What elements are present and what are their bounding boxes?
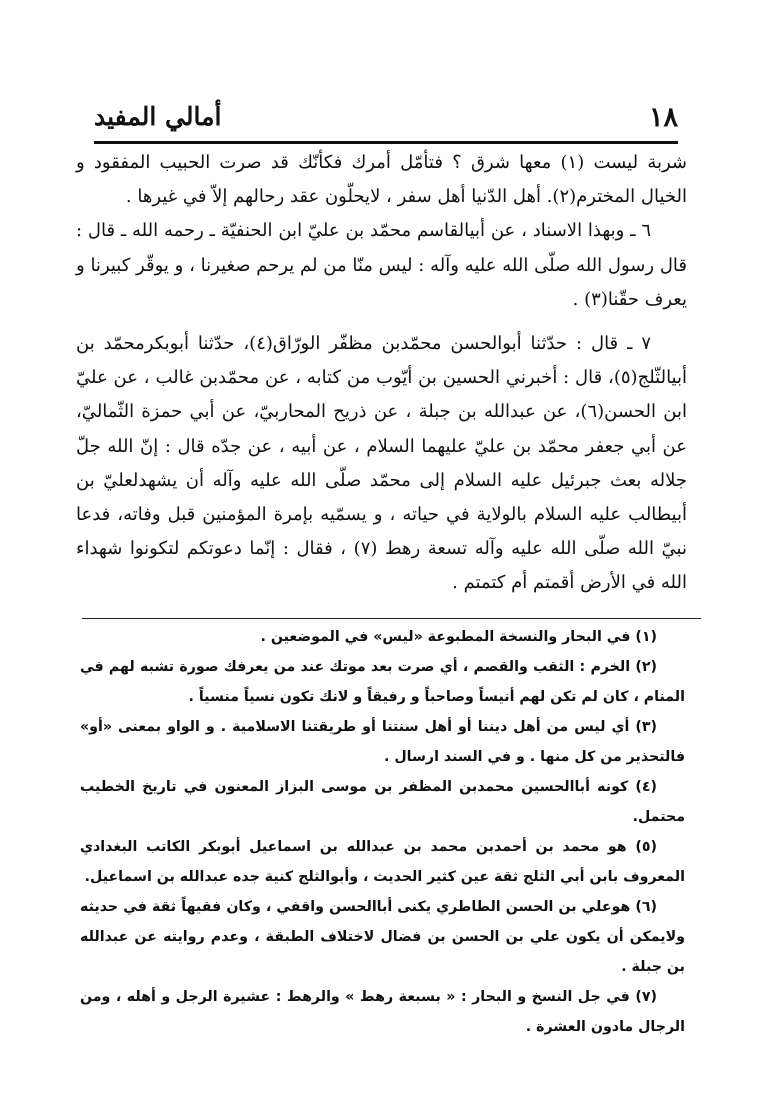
footnote-3: (٣) أي ليس من أهل ديننا أو أهل سنتنا أو طريقتنا الاسلامية . و الواو بمعنى «أو» فالتحذير من كل منها . و في السند ارسال . [80,719,685,765]
footnote-2: (٢) الخرم : الثقب والقصم ، أي صرت بعد موتك عند من يعرفك صورة تشبه لهم في المنام ، كان لم تكن لهم أنيساً وصاحباً و رفيقاً و لانك تكون نسياً منسياً . [80,659,685,705]
footnote-1: (١) في البحار والنسخة المطبوعة «ليس» في الموضعين . [260,629,657,645]
hadith-6-paragraph: ٦ ـ وبهذا الاسناد ، عن أبيالقاسم محمّد بن عليّ ابن الحنفيّة ـ رحمه الله ـ قال : قال رسول الله صلّى الله عليه وآله : ليس منّا من لم يرحم صغيرنا ، و يوقّر كبيرنا و يعرف حقّنا(٣) . [76,220,687,310]
hadith-7-paragraph: ٧ ـ قال : حدّثنا أبوالحسن محمّدبن مظفّر الورّاق(٤)، حدّثنا أبوبكرمحمّد بن أبيالثّلج(٥)، قال : أخبرني الحسين بن أيّوب من كتابه ، عن محمّدبن غالب ، عن عليّ ابن الحسن(٦)، عن عبدالله بن جبلة ، عن ذريح المحاربيّ، عن أبي حمزة الثّماليّ، عن أبي جعفر محمّد بن عليّ عليهما السلام ، عن أبيه ، عن جدّه قال : إنّ الله جلّ جلاله بعث جبرئيل عليه السلام إلى محمّد صلّى الله عليه وآله أن يشهدلعليّ بن أبيطالب عليه السلام بالولاية في حياته ، و يسمّيه بإمرة المؤمنين قبل وفاته، فدعا نبيّ الله صلّى الله عليه وآله تسعة رهط (٧) ، فقال : إنّما دعوتكم لتكونوا شهداء الله في الأرض أقمتم أم كتمتم . [76,333,687,594]
footnote-5: (٥) هو محمد بن أحمدبن محمد بن عبدالله بن اسماعيل أبوبكر الكاتب البغدادي المعروف بابن أبي الثلج ثقة عين كثير الحديث ، وأبوالثلج كنية جده عبدالله بن اسماعيل. [80,839,685,885]
main-text [76,146,687,601]
header-rule [94,141,678,144]
footnote-4: (٤) كونه أباالحسين محمدبن المظفر بن موسى البزاز المعنون في تاريخ الخطيب محتمل. [80,779,685,825]
paragraph-continuation: شربة ليست (١) معها شرق ؟ فتأمّل أمرك فكأنّك قد صرت الحبيب المفقود و الخيال المخترم(٢). أهل الدّنيا أهل سفر ، لايحلّون عقد رحالهم إلاّ في غيرها . [76,152,687,208]
page-number: ١٨ [648,102,678,133]
running-title: أمالي المفيد [94,102,222,131]
page-header [94,100,678,140]
footnote-6: (٦) هوعلي بن الحسن الطاطري يكنى أباالحسن واقفي ، وكان فقيهاً ثقة في حديثه ولايمكن أن يكون علي بن الحسن بن فضال لاختلاف الطبقة ، وعدم روايته عن عبدالله بن جبلة . [80,899,685,975]
footnote-7: (٧) في جل النسخ و البحار : « بسبعة رهط » والرهط : عشيرة الرجل و أهله ، ومن الرجال مادون العشرة . [80,989,685,1035]
footnotes [80,622,685,1042]
footnote-rule [82,618,701,619]
